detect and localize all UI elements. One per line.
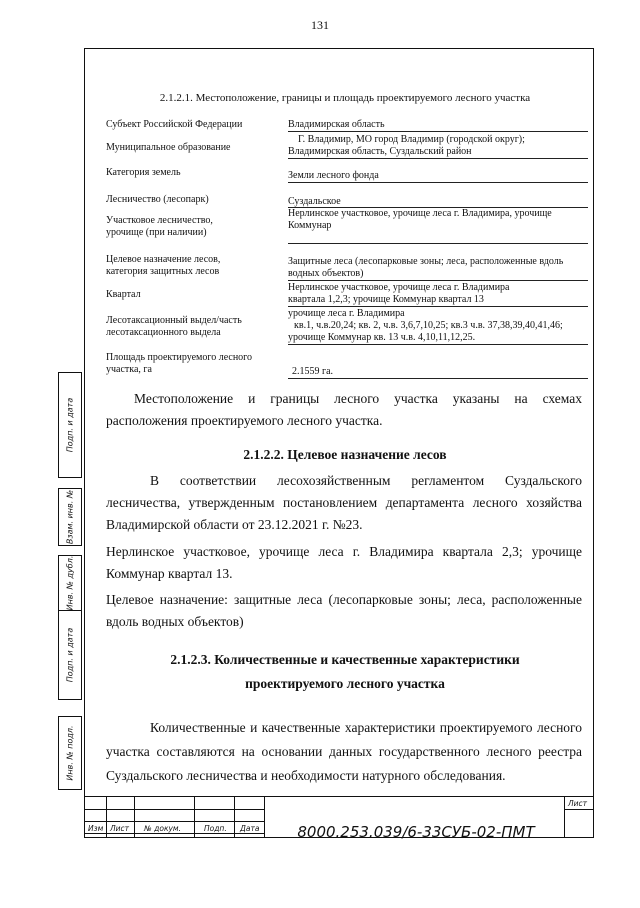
table-underline [288,306,588,307]
title-block-col [134,796,135,838]
table-underline [288,243,588,244]
table-label: Лесотаксационный выдел/часть лесотаксационного выдела [106,315,242,338]
side-stamp-podp-data-2: Подп. и дата [58,610,82,700]
frame-left [84,48,85,838]
title-block-izm: Изм [88,824,104,833]
table-label: Участковое лесничество, урочище (при наличии) [106,215,213,238]
table-value: Г. Владимир, МО город Владимир (городской округ); [298,134,525,145]
table-label: Субъект Российской Федерации [106,119,243,130]
title-block-list-line [564,809,594,810]
table-underline [288,344,588,345]
paragraph-quarters: Нерлинское участковое, урочище леса г. Владимира квартала 2,3; урочище Коммунар квартал 13. [106,544,582,581]
table-value: Защитные леса (лесопарковые зоны; леса, расположенные вдоль водных объектов) [288,256,564,279]
table-value: Владимирская область, Суздальский район [288,146,472,157]
table-underline [288,280,588,281]
title-block-podp: Подп. [204,824,227,833]
table-underline [288,378,588,379]
table-label: Муниципальное образование [106,142,231,153]
paragraph-location: Местоположение и границы лесного участка указаны на схемах расположения проектируемого лесного участка. [106,391,582,428]
table-underline [288,182,588,183]
table-label: Площадь проектируемого лесного участка, га [106,352,253,375]
side-stamp-vzam-inv: Взам. инв. № [58,488,82,546]
table-label: Категория земель [106,167,181,178]
table-value: Земли лесного фонда [288,170,379,181]
title-block-doc-no: № докум. [144,824,181,833]
document-code: 8000.253.039/6-33СУБ-02-ПМТ [297,823,535,841]
paragraph-target: Целевое назначение: защитные леса (лесопарковые зоны; леса, расположенные вдоль водных объектов) [106,592,582,629]
table-label: Квартал [106,289,141,300]
table-value: Нерлинское участковое, урочище леса г. Владимира, урочище Коммунар [288,208,552,231]
table-label: Лесничество (лесопарк) [106,194,209,205]
title-block-row1 [84,809,264,810]
side-stamp-inv-podl: Инв. № подл. [58,716,82,790]
title-block-list-col: Лист [110,824,130,833]
frame-top [84,48,594,49]
table-value: Владимирская область [288,119,385,130]
table-value: Суздальское [288,196,341,207]
table-underline [288,131,588,132]
paragraph-purpose: В соответствии лесохозяйственным регламентом Суздальского лесничества, утвержденным постановлением департамента лесного хозяйства Владимирской области от 23.12.2021 г. №23. [106,473,582,532]
heading-characteristics: 2.1.2.3. Количественные и качественные характеристики проектируемого лесного участка [170,652,520,691]
frame-right [593,48,594,838]
title-block-col [234,796,235,838]
title-block-col [106,796,107,838]
table-value: урочище леса г. Владимира кв.1, ч.в.20,24; кв. 2, ч.в. 3,6,7,10,25; кв.3 ч.в. 37,38,39,40,41,46; урочище Коммунар кв. 13 ч.в. 4,10,11,12,25. [288,308,563,343]
table-underline [288,158,588,159]
title-block-row2 [84,821,264,822]
title-block-col [264,796,265,838]
page-number: 131 [311,18,329,32]
title-block-list-label: Лист [568,799,588,808]
side-stamp-inv-dubl: Инв. № дубл. [58,555,82,611]
table-label: Целевое назначение лесов, категория защитных лесов [106,254,221,277]
paragraph-characteristics: Количественные и качественные характеристики проектируемого лесного участка составляются на основании данных государственного лесного реестра Суздальского лесничества и необходимости натурного обследования. [106,720,582,783]
table-value: 2.1559 га. [292,366,334,377]
title-block-col [564,796,565,838]
title-block-row3 [84,833,264,834]
side-stamp-podp-data: Подп. и дата [58,372,82,478]
section-title: 2.1.2.1. Местоположение, границы и площадь проектируемого лесного участка [159,92,531,104]
heading-purpose: 2.1.2.2. Целевое назначение лесов [243,447,447,462]
table-value: Нерлинское участковое, урочище леса г. Владимира квартала 1,2,3; урочище Коммунар квартал 13 [288,282,510,305]
title-block-top [84,796,594,797]
title-block-col [194,796,195,838]
title-block-data: Дата [240,824,260,833]
